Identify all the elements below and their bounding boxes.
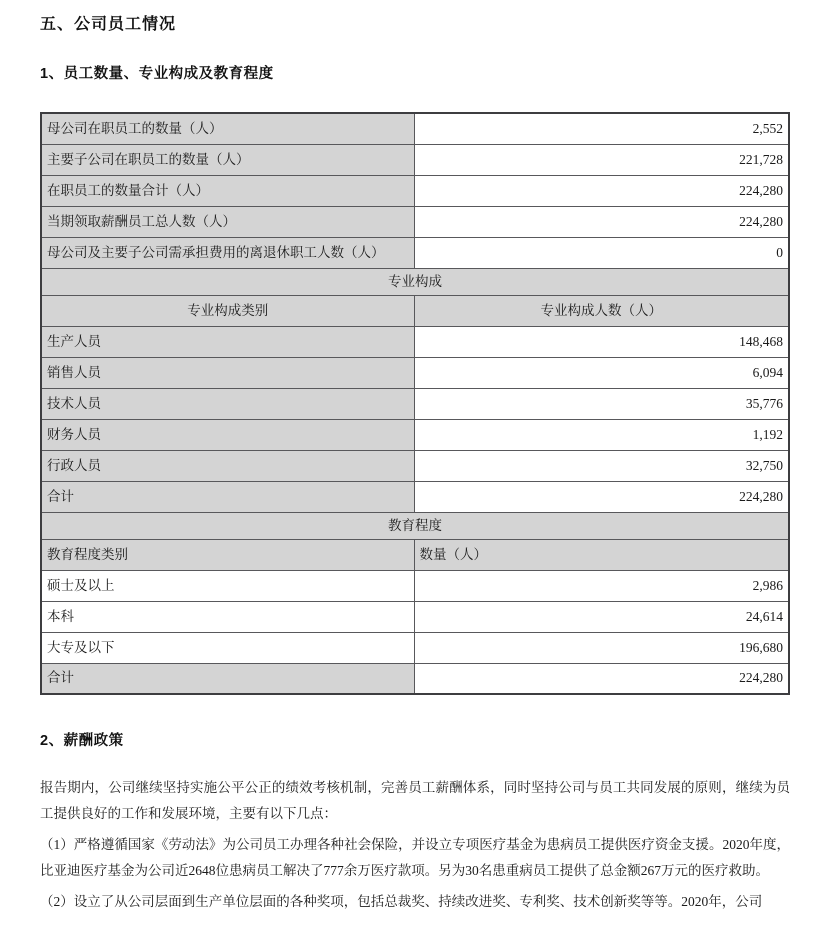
employee-table xyxy=(40,112,790,695)
row-label: 合计 xyxy=(41,663,414,694)
table-row xyxy=(41,632,789,663)
education-section-header xyxy=(41,512,789,539)
table-row xyxy=(41,601,789,632)
row-label: 生产人员 xyxy=(41,326,414,357)
paragraph: 报告期内，公司继续坚持实施公平公正的绩效考核机制，完善员工薪酬体系，同时坚持公司与员工共同发展的原则，继续为员工提供良好的工作和发展环境，主要有以下几点： xyxy=(40,780,790,821)
table-row xyxy=(41,570,789,601)
row-value: 221,728 xyxy=(414,144,789,175)
column-header-value: 数量（人） xyxy=(414,539,789,570)
subsection-1-title: 1、员工数量、专业构成及教育程度 xyxy=(40,66,274,82)
row-label: 主要子公司在职员工的数量（人） xyxy=(41,144,414,175)
table-row xyxy=(41,144,789,175)
subsection-2-title: 2、薪酬政策 xyxy=(40,733,124,749)
row-value: 148,468 xyxy=(414,326,789,357)
section-title: 五、公司员工情况 xyxy=(40,16,177,33)
row-label: 销售人员 xyxy=(41,357,414,388)
row-label: 母公司及主要子公司需承担费用的离退休职工人数（人） xyxy=(41,237,414,268)
policy-paragraphs xyxy=(40,775,790,915)
table-row xyxy=(41,206,789,237)
row-label: 合计 xyxy=(41,481,414,512)
row-value: 224,280 xyxy=(414,663,789,694)
column-header-label: 专业构成类别 xyxy=(41,295,414,326)
paragraph: （1）严格遵循国家《劳动法》为公司员工办理各种社会保险，并设立专项医疗基金为患病员工提供医疗资金支援。2020年度，比亚迪医疗基金为公司近2648位患病员工解决了777余万医疗款项。另为30名患重病员工提供了总金额267万元的医疗救助。 xyxy=(40,837,790,878)
row-value: 2,552 xyxy=(414,113,789,144)
row-value: 1,192 xyxy=(414,419,789,450)
education-column-header xyxy=(41,539,789,570)
row-value: 224,280 xyxy=(414,175,789,206)
row-value: 2,986 xyxy=(414,570,789,601)
table-row xyxy=(41,326,789,357)
row-label: 行政人员 xyxy=(41,450,414,481)
section-header-label: 专业构成 xyxy=(41,268,789,295)
row-label: 当期领取薪酬员工总人数（人） xyxy=(41,206,414,237)
table-row-total xyxy=(41,663,789,694)
row-value: 0 xyxy=(414,237,789,268)
row-label: 母公司在职员工的数量（人） xyxy=(41,113,414,144)
table-row xyxy=(41,113,789,144)
table-row xyxy=(41,388,789,419)
table-row xyxy=(41,175,789,206)
table-row xyxy=(41,450,789,481)
row-label: 本科 xyxy=(41,601,414,632)
table-row xyxy=(41,237,789,268)
section-header-label: 教育程度 xyxy=(41,512,789,539)
table-row xyxy=(41,357,789,388)
column-header-value: 专业构成人数（人） xyxy=(414,295,789,326)
row-label: 技术人员 xyxy=(41,388,414,419)
row-label: 在职员工的数量合计（人） xyxy=(41,175,414,206)
row-value: 24,614 xyxy=(414,601,789,632)
row-value: 224,280 xyxy=(414,481,789,512)
row-label: 大专及以下 xyxy=(41,632,414,663)
table-row-total xyxy=(41,481,789,512)
profession-section-header xyxy=(41,268,789,295)
row-value: 35,776 xyxy=(414,388,789,419)
row-value: 224,280 xyxy=(414,206,789,237)
column-header-label: 教育程度类别 xyxy=(41,539,414,570)
row-label: 硕士及以上 xyxy=(41,570,414,601)
paragraph: （2）设立了从公司层面到生产单位层面的各种奖项，包括总裁奖、持续改进奖、专利奖、技术创新奖等等。2020年，公司 xyxy=(40,894,763,909)
row-label: 财务人员 xyxy=(41,419,414,450)
row-value: 32,750 xyxy=(414,450,789,481)
row-value: 196,680 xyxy=(414,632,789,663)
table-row xyxy=(41,419,789,450)
profession-column-header xyxy=(41,295,789,326)
row-value: 6,094 xyxy=(414,357,789,388)
